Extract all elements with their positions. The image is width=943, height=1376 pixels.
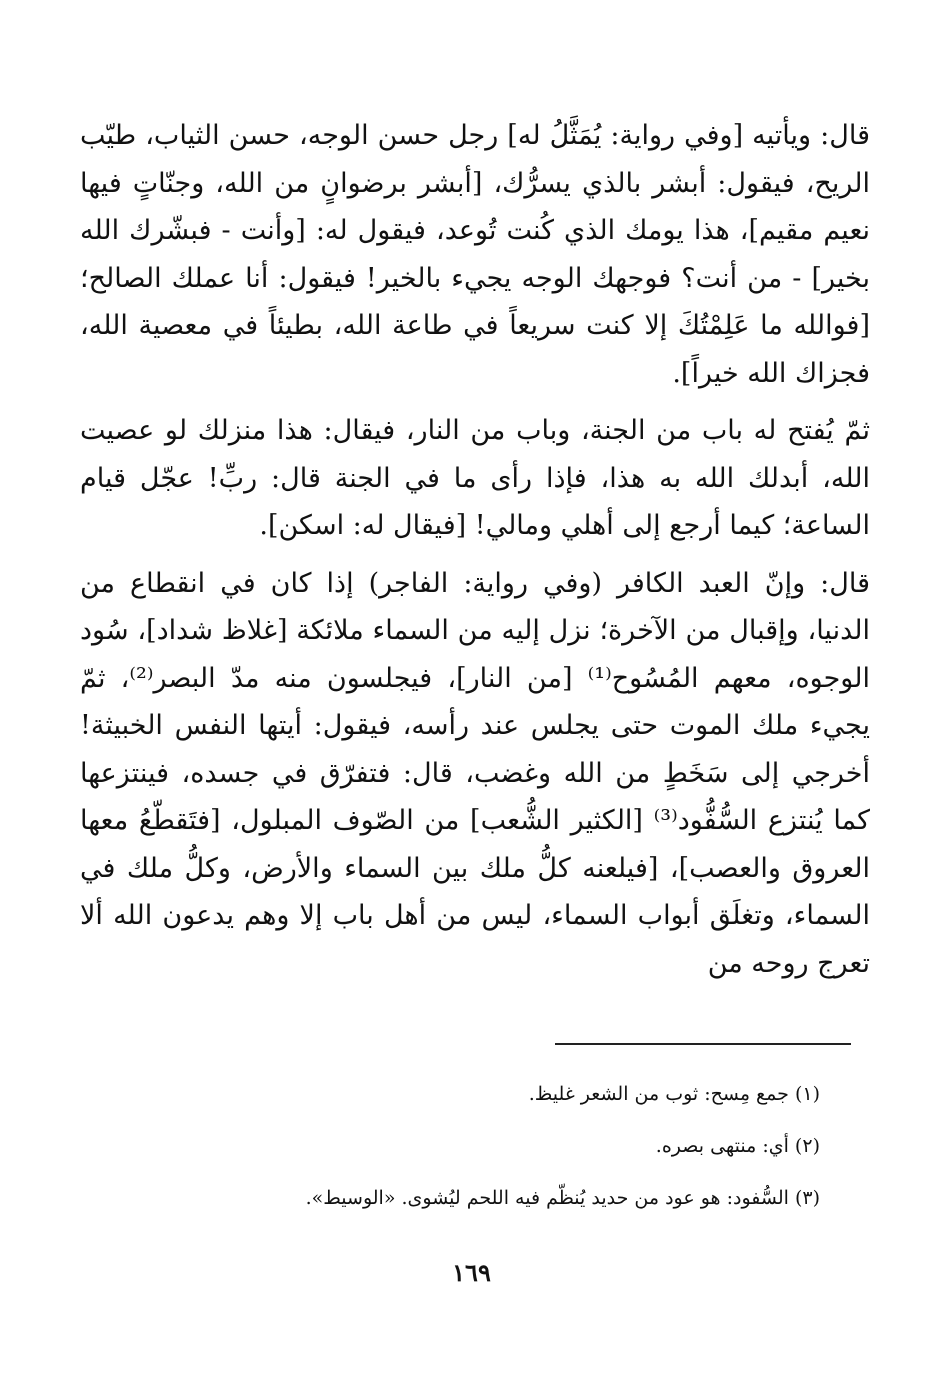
paragraph-1: قال: ويأتيه [وفي رواية: يُمَثَّلُ له] رجل حسن الوجه، حسن الثياب، طيّب الريح، فيقول: أبشر بالذي يسرُّك، [أبشر برضوانٍ من الله، وجنّاتٍ فيها نعيم مقيم]، هذا يومك الذي كُنت تُوعد، فيقول له: [وأنت - فبشّرك الله بخير] - من أنت؟ فوجهك الوجه يجيء بالخير! فيقول: أنا عملك الصالح؛ [فوالله ما عَلِمْتُكَ إلا كنت سريعاً في طاعة الله، بطيئاً في معصية الله، فجزاك الله خيراً]. — [80, 120, 870, 389]
paragraph-3: قال: وإنّ العبد الكافر (وفي رواية: الفاجر) إذا كان في انقطاع من الدنيا، وإقبال من الآخرة؛ نزل إليه من السماء ملائكة [غلاظ شداد]، سُود الوجوه، معهم المُسُوح⁽¹⁾ [من النار]، فيجلسون منه مدّ البصر⁽²⁾، ثمّ يجيء ملك الموت حتى يجلس عند رأسه، فيقول: أيتها النفس الخبيثة! أخرجي إلى سَخَطٍ من الله وغضب، قال: فتفرّق في جسده، فينتزعها كما يُنتزع السُّفُّود⁽³⁾ [الكثير الشُّعب] من الصّوف المبلول، [فتَقطّعُ معها العروق والعصب]، [فيلعنه كلُّ ملك بين السماء والأرض، وكلُّ ملك في السماء، وتغلَق أبواب السماء، ليس من أهل باب إلا وهم يدعون الله ألا تعرج روحه من — [80, 567, 871, 979]
footnote-1: (١) جمع مِسح: ثوب من الشعر غليظ. — [528, 1083, 820, 1105]
footnotes — [80, 1068, 820, 1224]
paragraph-2: ثمّ يُفتح له باب من الجنة، وباب من النار، فيقال: هذا منزلك لو عصيت الله، أبدلك الله به هذا، فإذا رأى ما في الجنة قال: ربِّ! عجّل قيام الساعة؛ كيما أرجع إلى أهلي ومالي! [فيقال له: اسكن]. — [80, 415, 870, 541]
footnote-3: (٣) السُّفود: هو عود من حديد يُنظّم فيه اللحم ليُشوى. «الوسيط». — [305, 1187, 820, 1209]
footnote-separator — [555, 1043, 851, 1045]
main-text — [80, 112, 870, 997]
page-number: ١٦٩ — [452, 1258, 491, 1287]
footnote-2: (٢) أي: منتهى بصره. — [655, 1135, 820, 1157]
